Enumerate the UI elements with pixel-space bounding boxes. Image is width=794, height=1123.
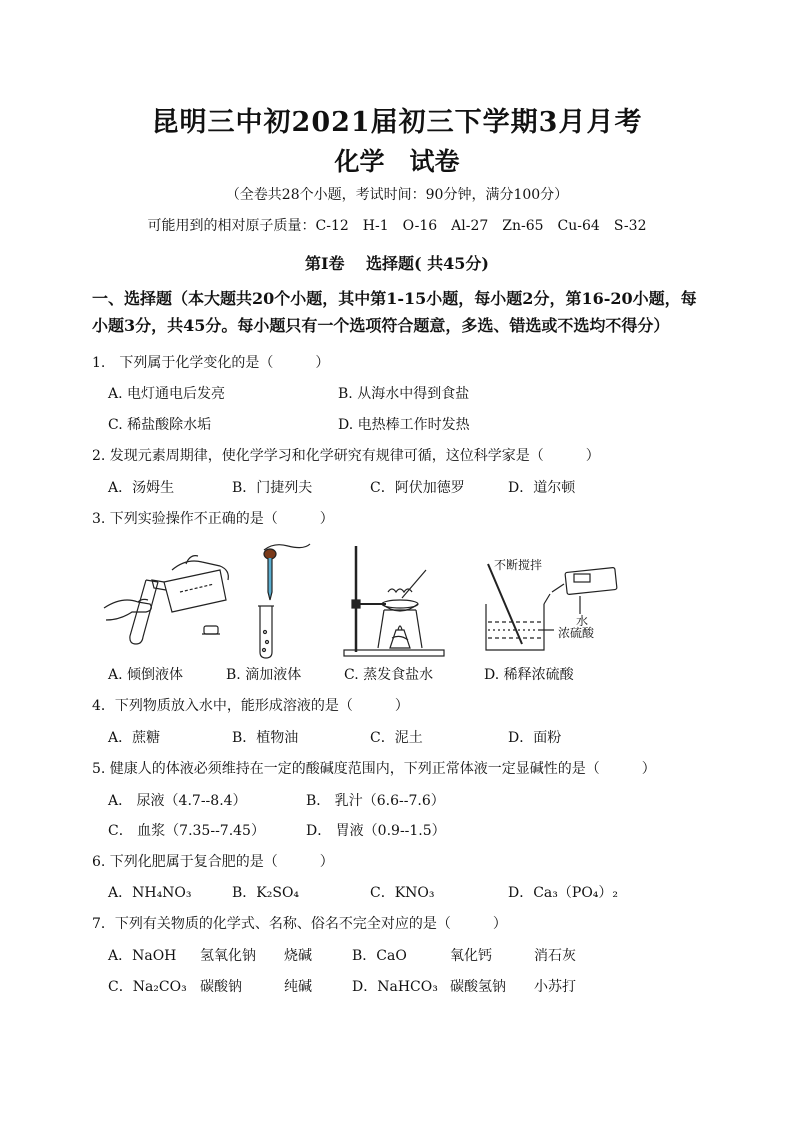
stir-label: 不断搅拌 [494, 558, 543, 572]
water-label: 水 [576, 614, 589, 628]
q7-b-common-name: 消石灰 [534, 948, 576, 964]
q7-c-name: 碳酸钠 [200, 979, 242, 995]
q7-d-common-name: 小苏打 [534, 979, 576, 995]
question-7: 7．下列有关物质的化学式、名称、俗名不完全对应的是（ ） [92, 916, 507, 932]
q7-d-name: 碳酸氢钠 [450, 979, 506, 995]
q7-b-name: 氧化钙 [450, 948, 492, 964]
q3-option-a: A. 倾倒液体 [108, 667, 184, 683]
q3-option-c: C. 蒸发食盐水 [344, 667, 434, 683]
q7-a-common-name: 烧碱 [284, 948, 312, 964]
question-6: 6. 下列化肥属于复合肥的是（ ） [92, 854, 334, 870]
exam-title: 昆明三中初2021届初三下学期3月月考 [151, 107, 643, 138]
acid-label: 浓硫酸 [558, 626, 595, 640]
q6-option-a: A．NH₄NO₃ [108, 885, 192, 901]
q1-option-b: B. 从海水中得到食盐 [338, 386, 470, 402]
q4-option-b: B．植物油 [232, 730, 299, 746]
q2-option-c: C．阿伏加德罗 [370, 480, 465, 496]
q6-option-d: D．Ca₃（PO₄）₂ [508, 885, 619, 901]
q4-option-c: C．泥土 [370, 730, 423, 746]
question-5: 5. 健康人的体液必须维持在一定的酸碱度范围内，下列正常体液一定显碱性的是（ ） [92, 761, 656, 777]
q1-option-c: C. 稀盐酸除水垢 [108, 417, 212, 433]
question-1: 1. 下列属于化学变化的是（ ） [92, 355, 330, 371]
exam-subtitle: 化学 试卷 [334, 147, 460, 176]
atomic-masses: 可能用到的相对原子质量：C-12 H-1 O-16 Al-27 Zn-65 Cu-64 S-32 [147, 218, 647, 234]
q7-d-formula: D．NaHCO₃ [352, 979, 438, 995]
evaporation-figure [340, 540, 450, 658]
q4-option-a: A．蔗糖 [108, 730, 161, 746]
q1-option-d: D. 电热棒工作时发热 [338, 417, 470, 433]
q1-option-a: A. 电灯通电后发亮 [108, 386, 226, 402]
q7-c-common-name: 纯碱 [284, 979, 312, 995]
q2-option-a: A．汤姆生 [108, 480, 175, 496]
q5-option-d: D． 胃液（0.9--1.5） [306, 823, 446, 839]
q7-a-formula: A．NaOH [108, 948, 177, 964]
q4-option-d: D．面粉 [508, 730, 562, 746]
question-2: 2. 发现元素周期律，使化学学习和化学研究有规律可循，这位科学家是（ ） [92, 448, 600, 464]
q5-option-b: B． 乳汁（6.6--7.6） [306, 793, 445, 809]
section-instructions: 一、选择题（本大题共20个小题，其中第1-15小题，每小题2分，第16-20小题，每小题3分，共45分。每小题只有一个选项符合题意，多选、错选或不选均不得分） [92, 289, 697, 335]
q6-option-c: C．KNO₃ [370, 885, 435, 901]
q2-option-b: B．门捷列夫 [232, 480, 313, 496]
q5-option-a: A． 尿液（4.7--8.4） [108, 793, 247, 809]
section-title: 第Ⅰ卷 选择题( 共45分) [304, 254, 490, 273]
dropping-liquid-figure [244, 540, 314, 660]
q7-b-formula: B．CaO [352, 948, 407, 964]
q3-option-b: B. 滴加液体 [226, 667, 302, 683]
q7-c-formula: C．Na₂CO₃ [108, 979, 187, 995]
pouring-liquid-figure [102, 540, 232, 650]
q3-option-d: D. 稀释浓硫酸 [484, 667, 574, 683]
q7-a-name: 氢氧化钠 [200, 948, 256, 964]
exam-info: （全卷共28个小题，考试时间：90分钟，满分100分） [225, 187, 569, 203]
question-3: 3. 下列实验操作不正确的是（ ） [92, 511, 334, 527]
q2-option-d: D．道尔顿 [508, 480, 576, 496]
question-4: 4．下列物质放入水中，能形成溶液的是（ ） [92, 698, 409, 714]
q6-option-b: B．K₂SO₄ [232, 885, 300, 901]
q5-option-c: C． 血浆（7.35--7.45） [108, 823, 265, 839]
